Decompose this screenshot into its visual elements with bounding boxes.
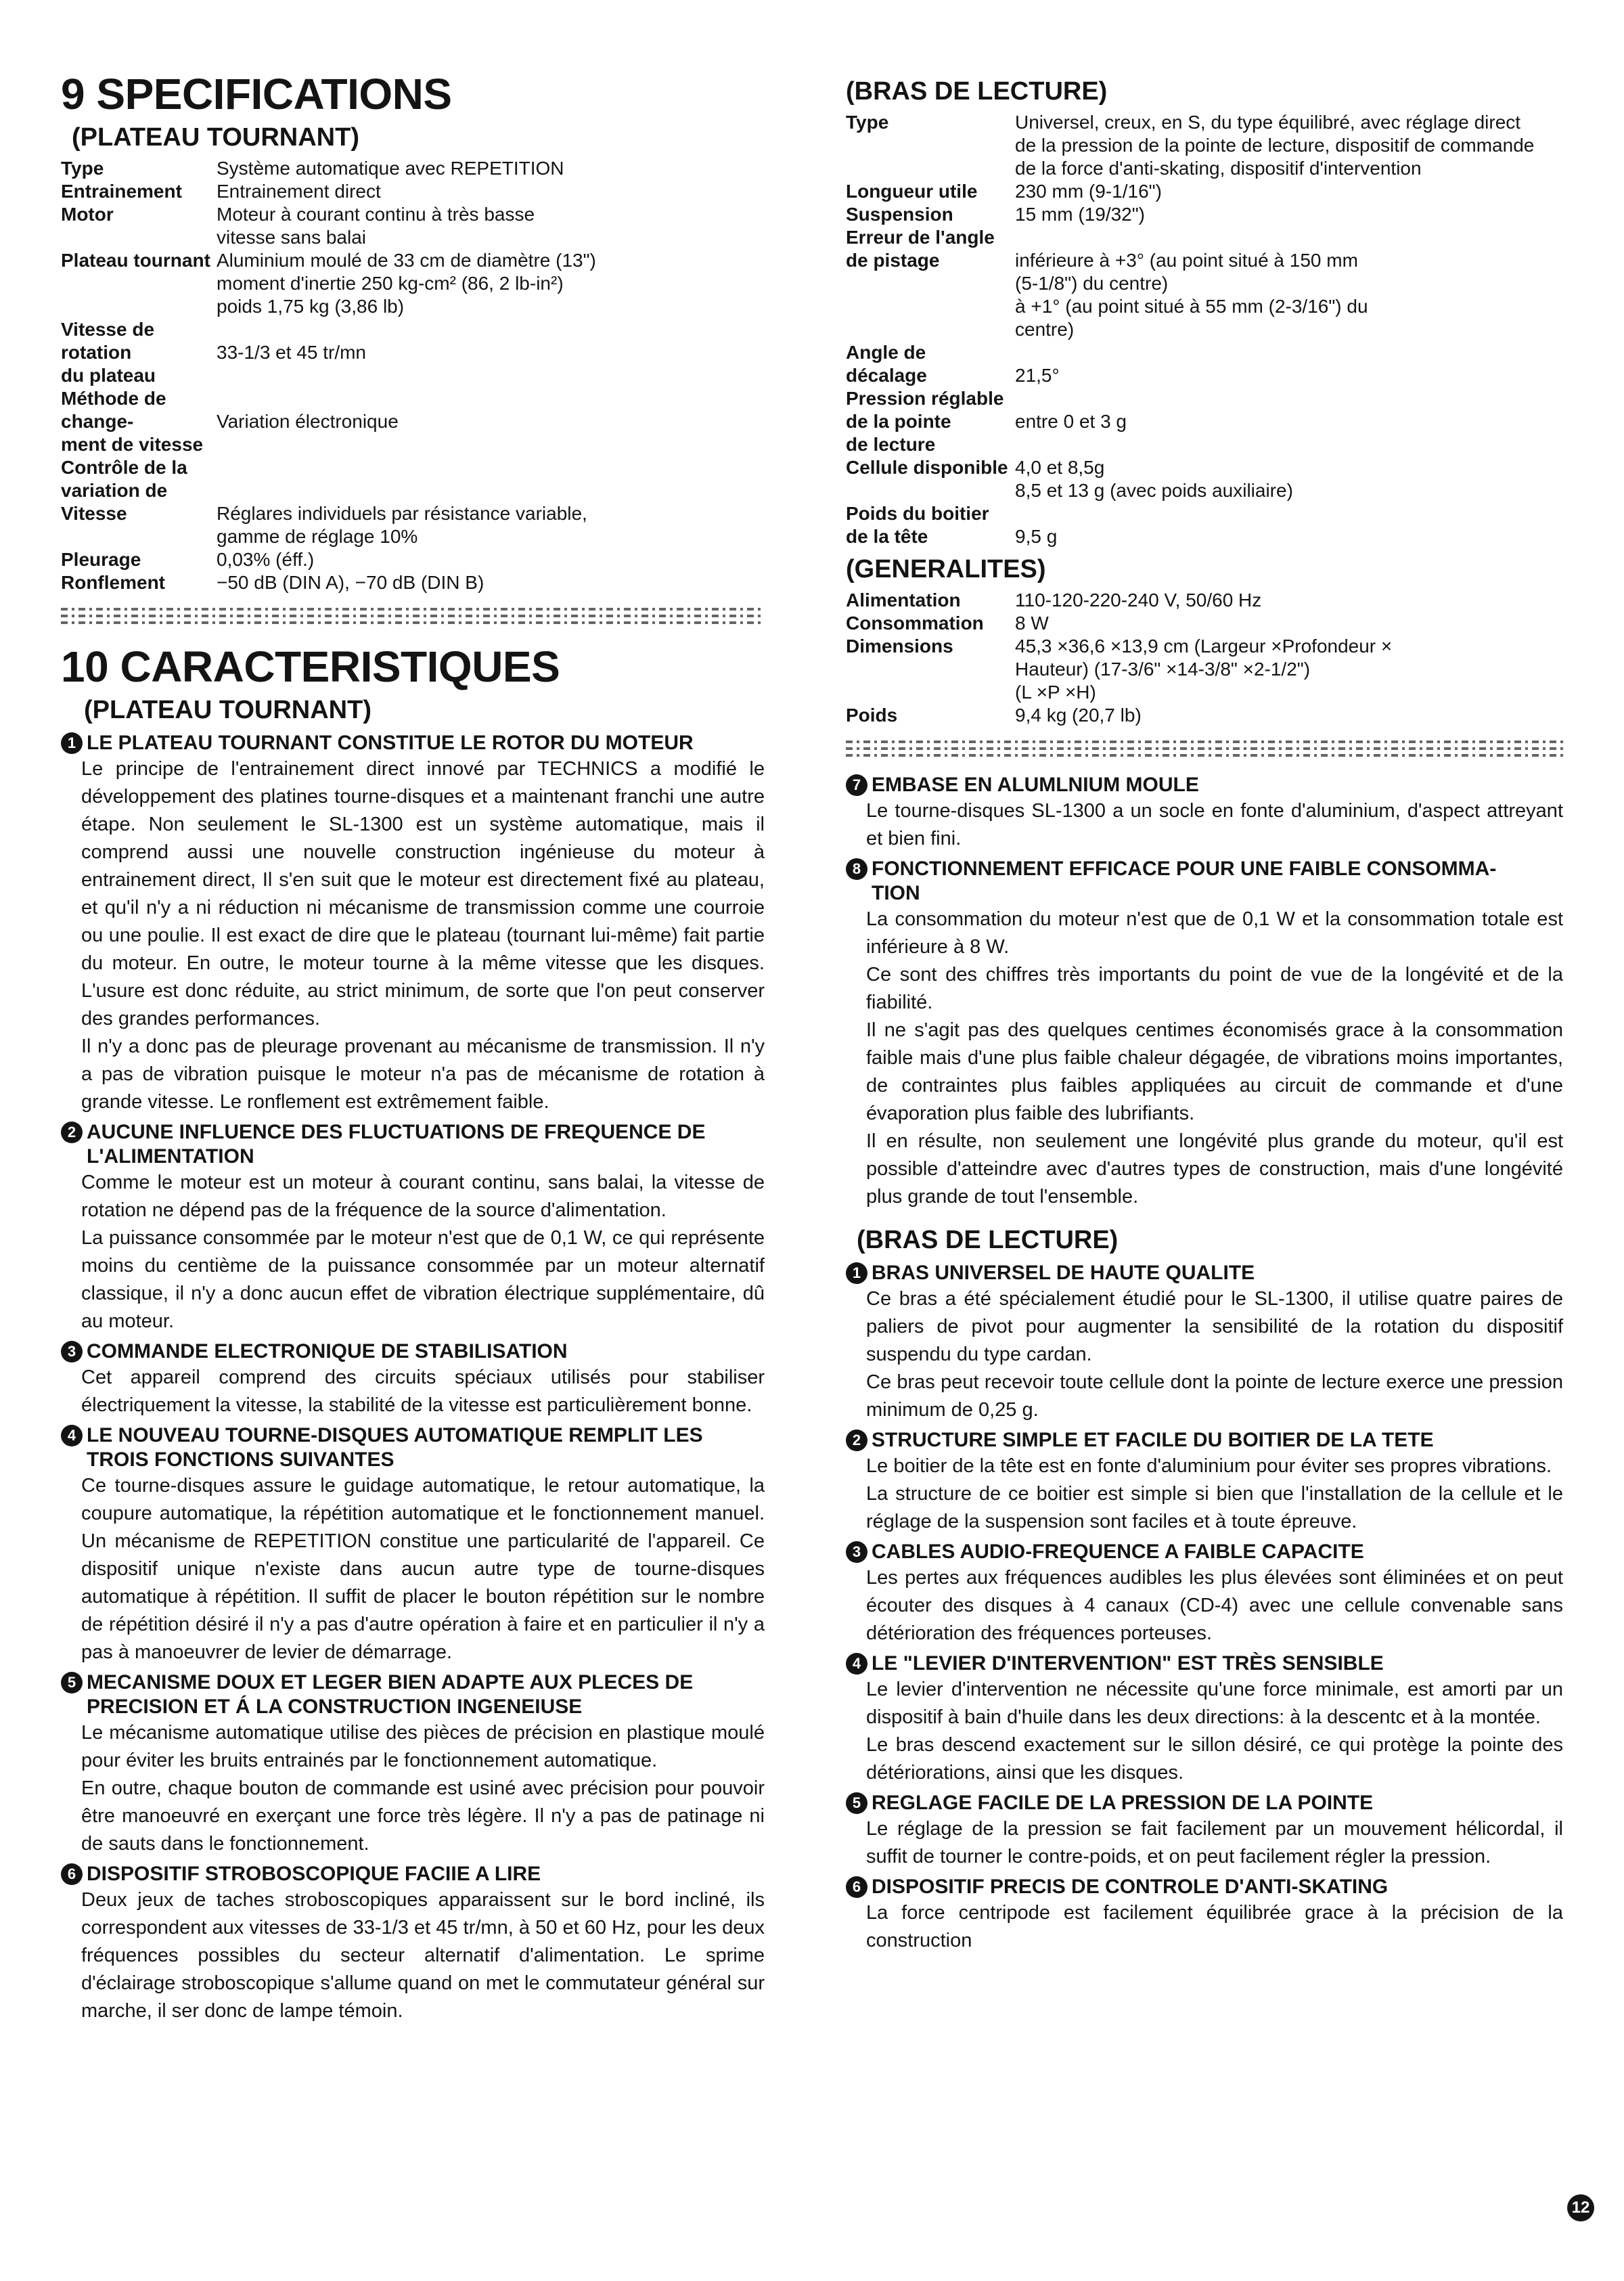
feature-number-badge: 7 <box>846 774 867 796</box>
spec-value: 0,03% (éff.) <box>217 549 315 570</box>
spec-row <box>61 157 765 180</box>
spec-row <box>61 318 765 387</box>
spec-row <box>61 180 765 203</box>
spec-value: 33-1/3 et 45 tr/mn <box>217 342 367 363</box>
feature-heading <box>61 1670 765 1719</box>
feature-heading <box>61 1423 765 1472</box>
spec-label: Méthode de change- ment de vitesse <box>61 388 204 455</box>
spec-row <box>61 387 765 456</box>
general-spec-title: (GENERALITES) <box>846 555 1046 583</box>
feature-number-badge: 1 <box>61 732 83 754</box>
feature-heading <box>61 731 765 755</box>
feature-item <box>61 1423 765 1666</box>
spec-value: inférieure à +3° (au point situé à 150 mm (5-1/8") du centre) à +1° (au point situé à 55 mm (2-3/16") du centre) <box>1015 250 1368 340</box>
feature-heading-text: REGLAGE FACILE DE LA PRESSION DE LA POINTE <box>872 1792 1374 1814</box>
feature-number-badge: 6 <box>61 1863 83 1885</box>
arm-spec-title: (BRAS DE LECTURE) <box>846 77 1108 106</box>
spec-label: Pleurage <box>61 549 141 570</box>
spec-label: Ronflement <box>61 572 165 593</box>
spec-value: 230 mm (9-1/16") <box>1015 181 1162 202</box>
feature-item <box>846 773 1563 853</box>
spec-row <box>61 456 765 548</box>
spec-value: 110-120-220-240 V, 50/60 Hz <box>1015 590 1262 611</box>
arm-spec-list <box>846 111 1563 548</box>
feature-item <box>846 1875 1563 1955</box>
spec-row <box>846 226 1563 341</box>
feature-number-badge: 6 <box>846 1876 867 1898</box>
spec-value: Aluminium moulé de 33 cm de diamètre (13") moment d'inertie 250 kg-cm² (86, 2 lb-in²) poids 1,75 kg (3,86 lb) <box>217 250 596 317</box>
spec-label: Vitesse de rotation du plateau <box>61 319 156 386</box>
spec-value: 4,0 et 8,5g 8,5 et 13 g (avec poids auxiliaire) <box>1015 457 1293 501</box>
feature-body: Le boitier de la tête est en fonte d'aluminium pour éviter ses propres vibrations. La structure de ce boitier est simple si bien que l'installation de la cellule et le réglage de la suspension sont faciles et à toute épreuve. <box>866 1455 1563 1532</box>
feature-item <box>846 857 1563 1211</box>
feature-heading-text: BRAS UNIVERSEL DE HAUTE QUALITE <box>872 1262 1255 1284</box>
spec-row <box>846 341 1563 387</box>
right-column <box>846 74 1563 1955</box>
section-10-subtitle: (PLATEAU TOURNANT) <box>84 696 371 724</box>
turntable-spec-title: (PLATEAU TOURNANT) <box>72 123 359 152</box>
feature-body: Cet appareil comprend des circuits spéciaux utilisés pour stabiliser électriquement la vitesse, la stabilité de la vitesse est particulièrement bonne. <box>81 1367 765 1416</box>
feature-body: Le réglage de la pression se fait facilement par un mouvement hélicordal, il suffit de tourner le contre-poids, et on peut facilement régler la pression. <box>866 1818 1563 1867</box>
spec-label: Cellule disponible <box>846 457 1008 478</box>
turntable-feature-list <box>61 731 765 2025</box>
feature-number-badge: 1 <box>846 1262 867 1284</box>
feature-heading <box>846 1540 1563 1564</box>
feature-number-badge: 4 <box>846 1653 867 1675</box>
feature-body: La consommation du moteur n'est que de 0,1 W et la consommation totale est inférieure à 8 W. Ce sont des chiffres très importants du point de vue de la longévité et de la fiabilité. Il ne s'agit pas des quelques centimes économisés grace à la consommation faible mais d'une plus faible chaleur dégagée, de vibrations moins importantes, de contraintes plus faibles appliquées au circuit de commande et d'une évaporation plus faible des lubrifiants. Il en résulte, non seulement une longévité plus grande du moteur, qu'il est possible d'atteindre avec d'autres types de construction, mais d'une longévité plus grande de tout l'ensemble. <box>866 908 1563 1208</box>
spec-row <box>846 502 1563 548</box>
feature-heading <box>61 1120 765 1169</box>
feature-heading-text: DISPOSITIF PRECIS DE CONTROLE D'ANTI-SKATING <box>872 1876 1389 1898</box>
feature-heading-text: MECANISME DOUX ET LEGER BIEN ADAPTE AUX PLECES DE PRECISION ET Á LA CONSTRUCTION INGENEIUSE <box>87 1671 694 1718</box>
spec-label: Pression réglable de la pointe de lecture <box>846 388 1004 455</box>
spec-row <box>846 635 1563 704</box>
feature-heading <box>61 1339 765 1364</box>
feature-item <box>846 1791 1563 1871</box>
left-column <box>61 68 765 2025</box>
page-number: 12 <box>1567 2194 1594 2221</box>
turntable-feature-list-continued <box>846 773 1563 1211</box>
arm-feature-list <box>846 1261 1563 1955</box>
feature-heading <box>846 773 1563 797</box>
section-10-title: 10 CARACTERISTIQUES <box>61 642 560 691</box>
feature-heading-text: LE "LEVIER D'INTERVENTION" EST TRÈS SENSIBLE <box>872 1652 1384 1675</box>
spec-label: Alimentation <box>846 590 961 611</box>
feature-body: Le tourne-disques SL-1300 a un socle en fonte d'aluminium, d'aspect attreyant et bien fini. <box>866 800 1563 849</box>
spec-value: 9,5 g <box>1015 526 1058 547</box>
spec-label: Consommation <box>846 613 984 634</box>
spec-value: Entrainement direct <box>217 181 381 202</box>
feature-body: Le mécanisme automatique utilise des pièces de précision en plastique moulé pour éviter les bruits entrainés par le fonctionnement automatique. En outre, chaque bouton de commande est usiné avec précision pour pouvoir être manoeuvré en exerçant une force très légère. Il n'y a pas de patinage ni de sauts dans le fonctionnement. <box>81 1722 765 1855</box>
feature-item <box>61 731 765 1116</box>
spec-row <box>846 456 1563 502</box>
spec-row <box>846 387 1563 456</box>
spec-row <box>846 704 1563 727</box>
feature-heading <box>846 1791 1563 1815</box>
spec-label: Longueur utile <box>846 181 978 202</box>
feature-heading-text: CABLES AUDIO-FREQUENCE A FAIBLE CAPACITE <box>872 1541 1364 1563</box>
feature-heading-text: EMBASE EN ALUMLNIUM MOULE <box>872 774 1199 796</box>
arm-feature-title: (BRAS DE LECTURE) <box>857 1226 1119 1254</box>
spec-value: −50 dB (DIN A), −70 dB (DIN B) <box>217 572 484 593</box>
feature-heading <box>846 1428 1563 1453</box>
feature-number-badge: 8 <box>846 858 867 880</box>
spec-row <box>61 249 765 318</box>
feature-body: Ce bras a été spécialement étudié pour le SL-1300, il utilise quatre paires de paliers de pivot pour augmenter la sensibilité de la rotation du dispositif suspendu du type cardan. Ce bras peut recevoir toute cellule dont la pointe de lecture exerce une pression minimum de 0,25 g. <box>866 1288 1563 1421</box>
feature-item <box>846 1652 1563 1787</box>
spec-value: 8 W <box>1015 613 1049 634</box>
feature-number-badge: 2 <box>846 1430 867 1451</box>
general-spec-list <box>846 589 1563 727</box>
spec-value: Réglares individuels par résistance variable, gamme de réglage 10% <box>217 503 587 547</box>
feature-item <box>61 1120 765 1335</box>
spec-value: 21,5° <box>1015 365 1060 386</box>
spec-label: Poids <box>846 705 898 726</box>
spec-value: entre 0 et 3 g <box>1015 411 1127 432</box>
feature-heading <box>846 1652 1563 1676</box>
spec-label: Plateau tournant <box>61 250 210 271</box>
feature-heading-text: FONCTIONNEMENT EFFICACE POUR UNE FAIBLE CONSOMMA- TION <box>872 858 1497 904</box>
spec-value: 9,4 kg (20,7 lb) <box>1015 705 1142 726</box>
feature-heading-text: STRUCTURE SIMPLE ET FACILE DU BOITIER DE LA TETE <box>872 1429 1434 1451</box>
spec-label: Dimensions <box>846 636 953 657</box>
feature-item <box>846 1428 1563 1536</box>
turntable-spec-list <box>61 157 765 594</box>
spec-label: Type <box>846 112 889 133</box>
spec-row <box>846 203 1563 226</box>
feature-number-badge: 2 <box>61 1122 83 1143</box>
ornamental-divider <box>846 740 1563 758</box>
feature-body: Ce tourne-disques assure le guidage automatique, le retour automatique, la coupure automatique, la répétition automatique et le fonctionnement manuel. Un mécanisme de REPETITION constitue une particularité de l'appareil. Ce dispositif unique n'existe dans aucun autre type de tourne-disques automatique à répétition. Il suffit de placer le bouton répétition sur le nombre de répétition désiré il n'y a pas d'autre opération à faire et en particulier il n'y a pas à manoeuvrer de levier de démarrage. <box>81 1475 765 1663</box>
spec-value: 45,3 ×36,6 ×13,9 cm (Largeur ×Profondeur × Hauteur) (17-3/6" ×14-3/8" ×2-1/2") (L ×P ×H) <box>1015 636 1393 703</box>
spec-label: Poids du boitier de la tête <box>846 503 989 547</box>
ornamental-divider <box>61 608 765 625</box>
feature-heading <box>61 1862 765 1886</box>
spec-label: Suspension <box>846 204 953 225</box>
spec-label: Entrainement <box>61 181 182 202</box>
feature-item <box>61 1670 765 1858</box>
feature-heading-text: AUCUNE INFLUENCE DES FLUCTUATIONS DE FREQUENCE DE L'ALIMENTATION <box>87 1121 706 1168</box>
feature-body: La force centripode est facilement équilibrée grace à la précision de la construction <box>866 1902 1563 1951</box>
feature-body: Le levier d'intervention ne nécessite qu'une force minimale, est amorti par un dispositif à bain d'huile dans les deux directions: à la descentc et à la montée. Le bras descend exactement sur le sillon désiré, ce qui protège la pointe des détériorations, ainsi que les disques. <box>866 1679 1563 1784</box>
spec-label: Type <box>61 158 104 179</box>
feature-number-badge: 5 <box>846 1792 867 1814</box>
feature-heading <box>846 1261 1563 1285</box>
feature-number-badge: 3 <box>61 1341 83 1363</box>
feature-body: Le principe de l'entrainement direct innové par TECHNICS a modifié le développement des platines tourne-disques et a maintenant franchi une autre étape. Non seulement le SL-1300 est un système automatique, mais il comprend aussi une nouvelle construction ingénieuse du moteur à entrainement direct, Il s'en suit que le moteur est directement fixé au plateau, et qu'il n'y a ni réduction ni mécanisme de transmission comme une courroie ou une poulie. Il est exact de dire que le plateau (tournant lui-même) fait partie du moteur. En outre, le moteur tourne à la même vitesse que les disques. L'usure est donc réduite, au strict minimum, de sorte que l'on peut conserver des grandes performances. Il n'y a donc pas de pleurage provenant au mécanisme de transmission. Il n'y a pas de vibration puisque le moteur n'a pas de mécanisme de rotation à grande vitesse. Le ronflement est extrêmement faible. <box>81 758 765 1113</box>
spec-value: 15 mm (19/32") <box>1015 204 1146 225</box>
feature-body: Deux jeux de taches stroboscopiques apparaissent sur le bord incliné, ils correspondent aux vitesses de 33-1/3 et 45 tr/mn, à 50 et 60 Hz, pour les deux fréquences possibles du secteur alternatif d'alimentation. Le sprime d'éclairage stroboscopique s'allume quand on met le commutateur général sur marche, il ser donc de lampe témoin. <box>81 1889 765 2022</box>
feature-body: Comme le moteur est un moteur à courant continu, sans balai, la vitesse de rotation ne dépend pas de la fréquence de la source d'alimentation. La puissance consommée par le moteur n'est que de 0,1 W, ce qui représente moins du centième de la puissance consommée par un moteur alternatif classique, il n'y a donc aucun effet de vibration électrique supplémentaire, dû au moteur. <box>81 1172 765 1332</box>
feature-body: Les pertes aux fréquences audibles les plus élevées sont éliminées et on peut écouter des disques à 4 canaux (CD-4) avec une cellule convenable sans détérioration des fréquences porteuses. <box>866 1567 1563 1644</box>
spec-row <box>61 548 765 571</box>
feature-heading <box>846 857 1563 906</box>
feature-heading-text: DISPOSITIF STROBOSCOPIQUE FACIIE A LIRE <box>87 1863 541 1885</box>
feature-number-badge: 4 <box>61 1425 83 1446</box>
spec-value: Variation électronique <box>217 411 399 432</box>
feature-number-badge: 5 <box>61 1672 83 1693</box>
feature-item <box>846 1540 1563 1647</box>
spec-label: Motor <box>61 204 114 225</box>
feature-item <box>61 1339 765 1419</box>
spec-value: Moteur à courant continu à très basse vitesse sans balai <box>217 204 535 248</box>
feature-heading-text: COMMANDE ELECTRONIQUE DE STABILISATION <box>87 1340 568 1363</box>
spec-row <box>846 589 1563 612</box>
feature-number-badge: 3 <box>846 1541 867 1563</box>
spec-row <box>846 612 1563 635</box>
spec-label: Erreur de l'angle de pistage <box>846 227 995 271</box>
spec-value: Universel, creux, en S, du type équilibré, avec réglage direct de la pression de la pointe de lecture, dispositif de commande de la force d'anti-skating, dispositif d'intervention <box>1015 112 1535 179</box>
feature-heading-text: LE NOUVEAU TOURNE-DISQUES AUTOMATIQUE REMPLIT LES TROIS FONCTIONS SUIVANTES <box>87 1424 703 1471</box>
feature-item <box>61 1862 765 2025</box>
spec-row <box>846 111 1563 180</box>
feature-heading-text: LE PLATEAU TOURNANT CONSTITUE LE ROTOR DU MOTEUR <box>87 732 694 754</box>
spec-label: Contrôle de la variation de Vitesse <box>61 457 187 524</box>
spec-row <box>61 203 765 249</box>
section-9-title: 9 SPECIFICATIONS <box>61 70 452 118</box>
spec-row <box>61 571 765 594</box>
feature-heading <box>846 1875 1563 1899</box>
spec-label: Angle de décalage <box>846 342 927 386</box>
spec-row <box>846 180 1563 203</box>
feature-item <box>846 1261 1563 1424</box>
spec-value: Système automatique avec REPETITION <box>217 158 564 179</box>
